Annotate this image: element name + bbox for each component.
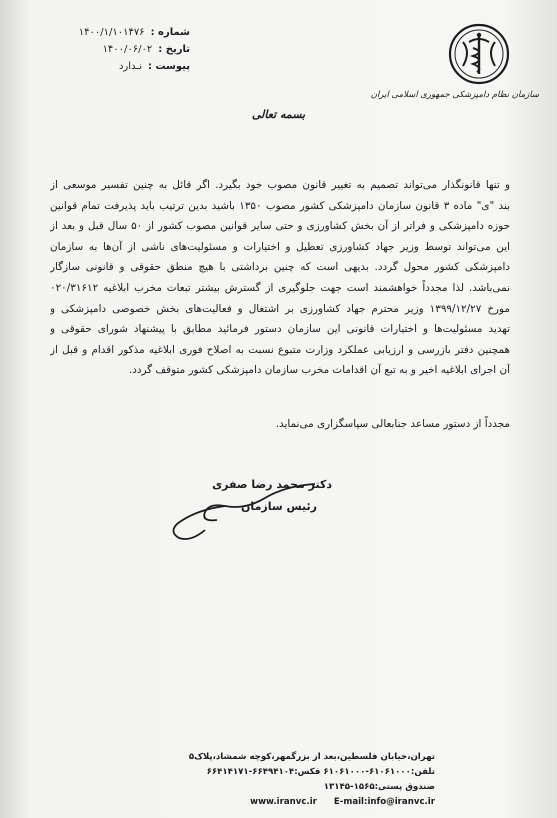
- body-line: مورخ ۱۳۹۹/۱۲/۲۷ وزیر محترم جهاد کشاورزی بر اشتغال و فعالیت‌های بخش خصوصی دامپزشکی و: [50, 302, 510, 315]
- number-value: ۱۴۰۰/۱/۱۰۱۴۷۶: [78, 27, 145, 38]
- body-line: همچنین دفتر بازرسی و ارزیابی عملکرد وزارت متبوع نسبت به اصلاح فوری ابلاغیه مذکور اقدام و قبل از: [50, 343, 510, 356]
- attachment-row: [40, 58, 190, 75]
- date-label: تاریخ :: [158, 44, 190, 55]
- caduceus-emblem-icon: [447, 22, 511, 86]
- organization-logo: [370, 22, 539, 108]
- number-label: شماره :: [150, 27, 190, 38]
- body-line: حوزه دامپزشکی و فراتر از آن بخش کشاورزی و حتی سایر قوانین مصوب کشور از ۵۰ سال قبل و بعد از: [50, 220, 510, 233]
- body-line: آن اجرای ابلاغیه اخیر و به تبع آن اقدامات مخرب سازمان دامپزشکی کشور متوقف گردد.: [128, 364, 510, 377]
- letter-footer: [135, 750, 435, 810]
- body-line: نمی‌باشد. لذا مجدداً خواهشمند است جهت جلوگیری از گسترش بیشتر تبعات مخرب ابلاغیه ۰۲۰/۳۱۶۱۲: [50, 281, 510, 294]
- footer-phones: تلفن:۶۱۰۶۱۰۰۰-۶۱۰۶۱۰۰۰ فکس:۶۶۴۹۴۱۰۴-۶۶۴۱۴۱۷۱: [206, 767, 435, 777]
- letter-body: [50, 175, 510, 381]
- letter-meta: [40, 24, 190, 75]
- body-line: بند "ی" ماده ۳ قانون سازمان دامپزشکی کشور مصوب ۱۳۵۰ باشید بدین ترتیب باید پذیرفت تمام قوانین: [50, 199, 510, 212]
- body-line: این می‌تواند توسط وزیر جهاد کشاورزی تعطیل و اختیارات و مسئولیت‌های ناشی از آن‌ها به سازمان: [50, 240, 510, 253]
- signatory-title: رئیس سازمان: [241, 500, 317, 513]
- body-line: و تنها قانونگذار می‌تواند تصمیم به تغییر قانون مصوب خود بگیرد. اگر قائل به چنین تفسیر موسعی از: [50, 179, 510, 191]
- signatory-name: دکتر محمد رضا صفری: [212, 478, 332, 491]
- footer-contact: [135, 795, 435, 810]
- footer-website[interactable]: www.iranvc.ir: [250, 797, 317, 807]
- letter-heading: بسمه تعالی: [251, 108, 306, 121]
- date-row: [40, 41, 190, 58]
- footer-postal: صندوق پستی:۱۵۶۵-۱۳۱۴۵: [323, 782, 435, 792]
- date-value: ۱۴۰۰/۰۶/۰۲: [102, 44, 153, 55]
- body-line: تهدید مسئولیت‌ها و اختیارات قانونی این سازمان دستور فرمائید مطابق با پیشنهاد شورای حقوقی و: [50, 323, 510, 336]
- body-line: دامپزشکی کشور محول گردد. بدیهی است که چنین برداشتی با هیچ منطق حقوقی و قانونی سازگار: [50, 261, 510, 274]
- footer-email[interactable]: E-mail:info@iranvc.ir: [333, 797, 435, 807]
- organization-name: سازمان نظام دامپزشکی جمهوری اسلامی ایران: [370, 90, 539, 100]
- attachment-value: نـدارد: [118, 61, 142, 72]
- attachment-label: پیوست :: [147, 61, 190, 72]
- closing-line: مجدداً از دستور مساعد جنابعالی سپاسگزاری می‌نماید.: [275, 418, 510, 430]
- footer-address: تهران،خیابان فلسطین،بعد از بزرگمهر،کوچه شمشاد،پلاک۵: [188, 752, 435, 762]
- number-row: [40, 24, 190, 41]
